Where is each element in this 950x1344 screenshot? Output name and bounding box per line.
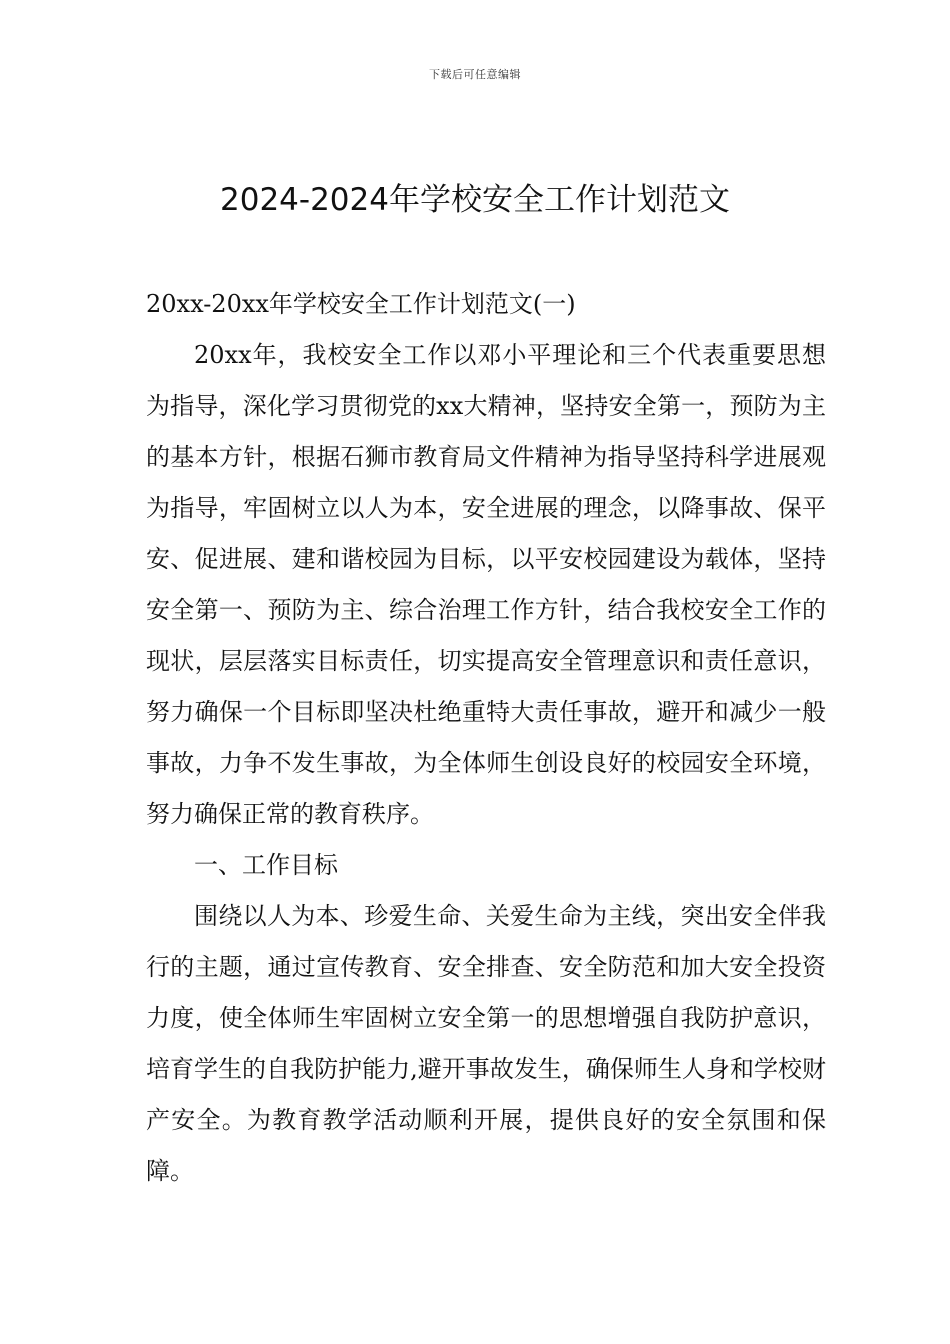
header-note: 下载后可任意编辑: [429, 68, 521, 81]
document-subtitle: 20xx-20xx年学校安全工作计划范文(一): [146, 290, 576, 318]
document-title: 2024-2024年学校安全工作计划范文: [220, 182, 730, 218]
paragraph-goals: 围绕以人为本、珍爱生命、关爱生命为主线，突出安全伴我行的主题，通过宣传教育、安全排查、安全防范和加大安全投资力度，使全体师生牢固树立安全第一的思想增强自我防护意识，培育学生的自我防护能力,避开事故发生，确保师生人身和学校财产安全。为教育教学活动顺利开展，提供良好的安全氛围和保障。: [146, 902, 826, 1185]
paragraph-intro: 20xx年，我校安全工作以邓小平理论和三个代表重要思想为指导，深化学习贯彻党的xx大精神，坚持安全第一，预防为主的基本方针，根据石狮市教育局文件精神为指导坚持科学进展观为指导，牢固树立以人为本，安全进展的理念，以降事故、保平安、促进展、建和谐校园为目标，以平安校园建设为载体，坚持安全第一、预防为主、综合治理工作方针，结合我校安全工作的现状，层层落实目标责任，切实提高安全管理意识和责任意识，努力确保一个目标即坚决杜绝重特大责任事故，避开和减少一般事故，力争不发生事故，为全体师生创设良好的校园安全环境，努力确保正常的教育秩序。: [146, 341, 826, 828]
document-body: [146, 279, 826, 1197]
section-heading-goals: 一、工作目标: [194, 851, 338, 879]
